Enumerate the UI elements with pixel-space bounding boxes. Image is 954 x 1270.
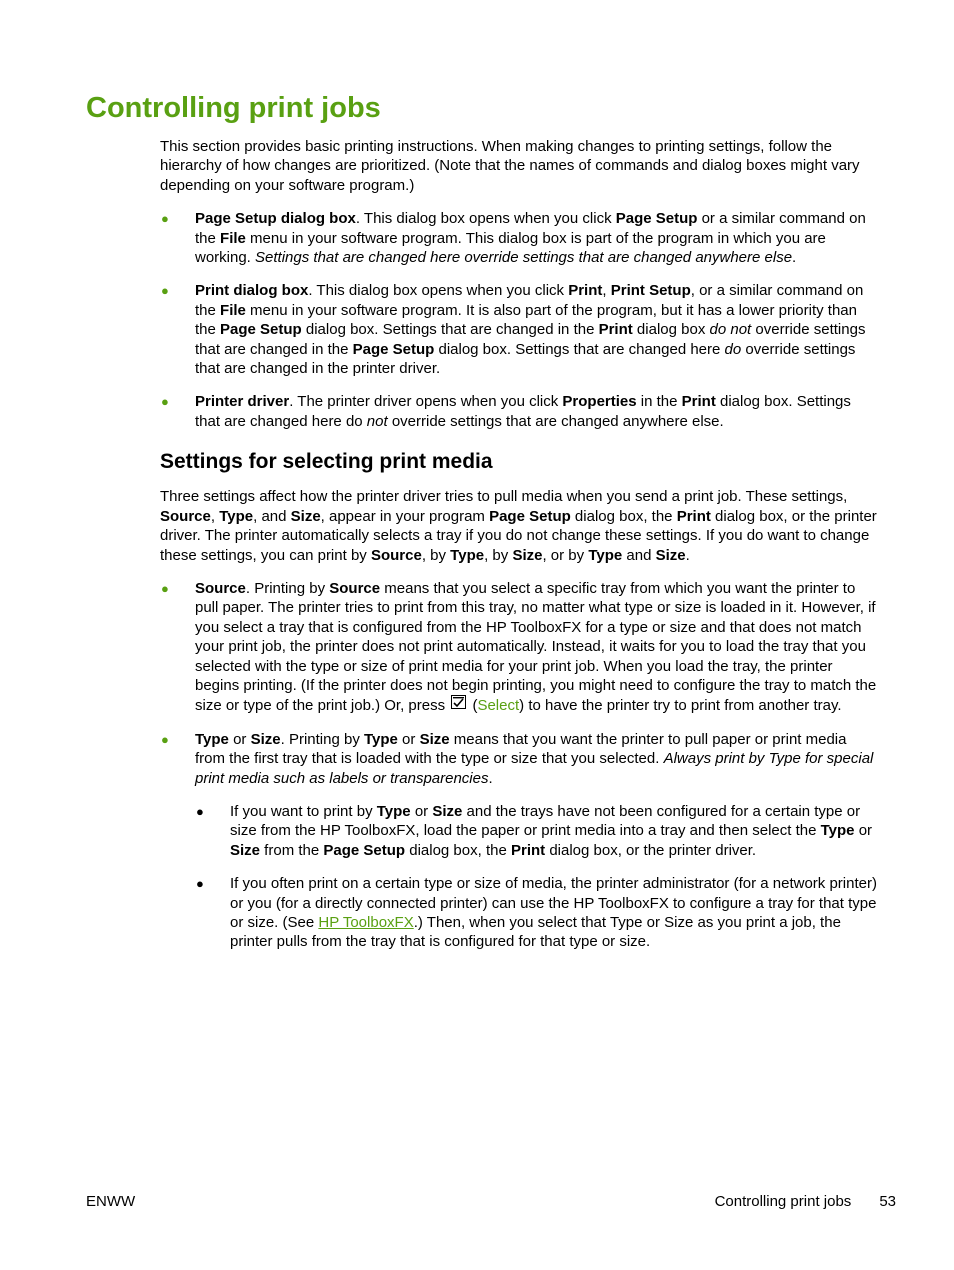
bullet-icon: ● — [161, 580, 169, 596]
section-paragraph: Three settings affect how the printer driver tries to pull media when you send a print job. These settings, Source, Type, and Size, appear in your program Page Setup dialog box, the Print dialog box, or the printer driver. The printer automatically selects a tray if you do not change these settings. If you do want to change these settings, you can print by Source, by Type, by Size, or by Type and Size. — [160, 488, 877, 564]
page-title: Controlling print jobs — [86, 92, 381, 124]
bullet-icon: ● — [161, 211, 169, 227]
list-item-source: ● Source. Printing by Source means that you select a specific tray from which you want the printer to pull paper. The printer tries to print from this tray, no matter what type or size is loaded in it. However, if you select a tray that is configured from the HP ToolboxFX for a type or size and that does not match your print job, the printer does not print automatically. Instead, it waits for you to load the tray that you selected with the type or size of print media for your print job. When you load the tray, the printer begins printing. (If the printer does not begin printing, you might need to configure the tray to match the size or type of the print job.) Or, press (Select) to have the printer try to print from another tray. — [161, 579, 877, 715]
page-number: 53 — [879, 1193, 896, 1210]
hp-toolboxfx-link[interactable]: HP ToolboxFX — [318, 914, 414, 931]
list-item-type-size: ● Type or Size. Printing by Type or Size means that you want the printer to pull paper or print media from the first tray that is loaded with the type or size that you selected. Always print by Type for special print media such as labels or transparencies. ● If you want to print by Type or Size and the trays have not been configured for a certain type or size from the HP ToolboxFX, load the paper or print media into a tray and then select the Type or Size from the Page Setup dialog box, the Print dialog box, or the printer driver. ● If you often print on a certain type or size of media, the printer administrator (for a network printer) or you (for a directly connected printer) can use the HP ToolboxFX to configure a tray for that type or size. (See HP ToolboxFX.) Then, when you select that Type or Size as you print a job, the printer pulls from the tray that is configured for that type or size. — [160, 730, 880, 952]
page-content — [160, 137, 880, 966]
bullet-icon: ● — [161, 731, 169, 747]
media-settings-list — [160, 579, 880, 952]
footer-section-name: Controlling print jobs — [714, 1193, 852, 1210]
section-heading: Settings for selecting print media — [160, 450, 493, 474]
type-size-sublist — [195, 802, 880, 952]
select-label: Select — [477, 697, 520, 715]
list-item: ● Page Setup dialog box. This dialog box opens when you click Page Setup or a similar command on the File menu in your software program. This dialog box is part of the program in which you are working. Settings that are changed here override settings that are changed anywhere else. — [161, 210, 866, 267]
list-item: ● If you often print on a certain type or size of media, the printer administrator (for a network printer) or you (for a directly connected printer) can use the HP ToolboxFX to configure a tray for that type or size. (See HP ToolboxFX.) Then, when you select that Type or Size as you print a job, the printer pulls from the tray that is configured for that type or size. — [196, 875, 877, 951]
list-item: ● Printer driver. The printer driver opens when you click Properties in the Print dialog box. Settings that are changed here do not override settings that are changed anywhere else. — [161, 393, 851, 430]
footer-left: ENWW — [86, 1193, 136, 1210]
bullet-icon: ● — [161, 394, 169, 410]
list-item: ● Print dialog box. This dialog box opens when you click Print, Print Setup, or a similar command on the File menu in your software program. It is also part of the program, but it has a lower priority than the Page Setup dialog box. Settings that are changed in the Print dialog box do not override settings that are changed in the Page Setup dialog box. Settings that are changed here do override settings that are changed in the printer driver. — [161, 282, 866, 378]
bullet-icon: ● — [196, 803, 204, 819]
intro-paragraph: This section provides basic printing instructions. When making changes to printing settings, follow the hierarchy of how changes are prioritized. (Note that the names of commands and dialog boxes might vary depending on your software program.) — [160, 138, 860, 194]
bullet-icon: ● — [161, 283, 169, 299]
list-item: ● If you want to print by Type or Size and the trays have not been configured for a certain type or size from the HP ToolboxFX, load the paper or print media into a tray and then select the Type or Size from the Page Setup dialog box, the Print dialog box, or the printer driver. — [196, 802, 873, 859]
footer-right — [715, 1192, 896, 1211]
priority-list — [160, 209, 880, 431]
select-button-icon — [451, 695, 466, 709]
bullet-icon: ● — [196, 876, 204, 892]
